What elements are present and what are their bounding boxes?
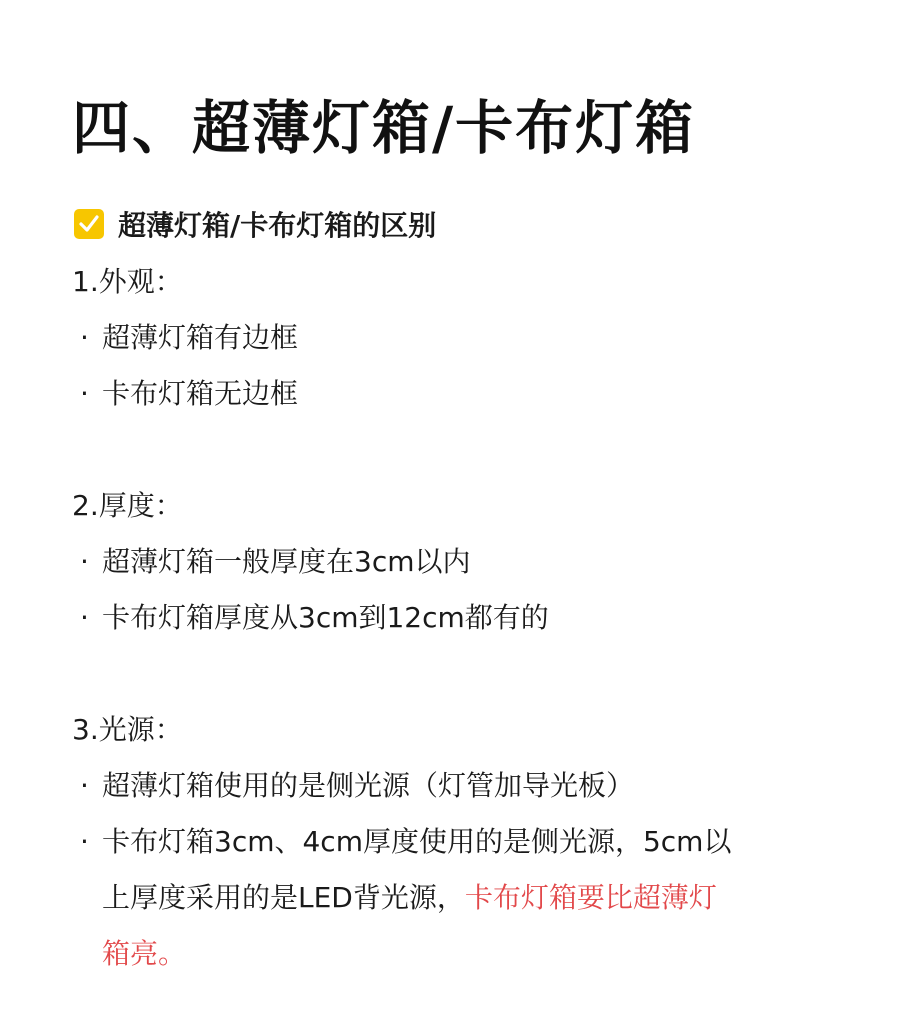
bullet-dot: · xyxy=(80,377,89,410)
page-title: 四、超薄灯箱/卡布灯箱 xyxy=(72,94,696,162)
section-heading-light-source: 3.光源： xyxy=(72,713,183,746)
bullet-dot: · xyxy=(80,825,89,858)
bullet-text-line2 xyxy=(102,870,717,926)
bullet-dot: · xyxy=(80,545,89,578)
checkmark-icon xyxy=(74,209,104,239)
section-heading-appearance: 1.外观： xyxy=(72,265,183,298)
bullet-text: 超薄灯箱有边框 xyxy=(102,321,299,354)
bullet-text: 卡布灯箱无边框 xyxy=(102,377,299,410)
bullet-text-line1: 卡布灯箱3cm、4cm厚度使用的是侧光源，5cm以 xyxy=(102,825,732,858)
bullet-text-plain: 上厚度采用的是LED背光源， xyxy=(102,881,465,914)
bullet-text: 超薄灯箱一般厚度在3cm以内 xyxy=(102,545,471,578)
bullet-text: 超薄灯箱使用的是侧光源（灯管加导光板） xyxy=(102,769,635,802)
bullet-dot: · xyxy=(80,769,89,802)
bullet-text-highlight: 卡布灯箱要比超薄灯 xyxy=(464,881,717,914)
bullet-dot: · xyxy=(80,321,89,354)
bullet-dot: · xyxy=(80,601,89,634)
subheading-text: 超薄灯箱/卡布灯箱的区别 xyxy=(118,209,437,242)
bullet-text-highlight-line3: 箱亮。 xyxy=(102,937,187,970)
section-heading-thickness: 2.厚度： xyxy=(72,489,183,522)
bullet-text: 卡布灯箱厚度从3cm到12cm都有的 xyxy=(102,601,549,634)
subheading-row xyxy=(74,202,436,246)
